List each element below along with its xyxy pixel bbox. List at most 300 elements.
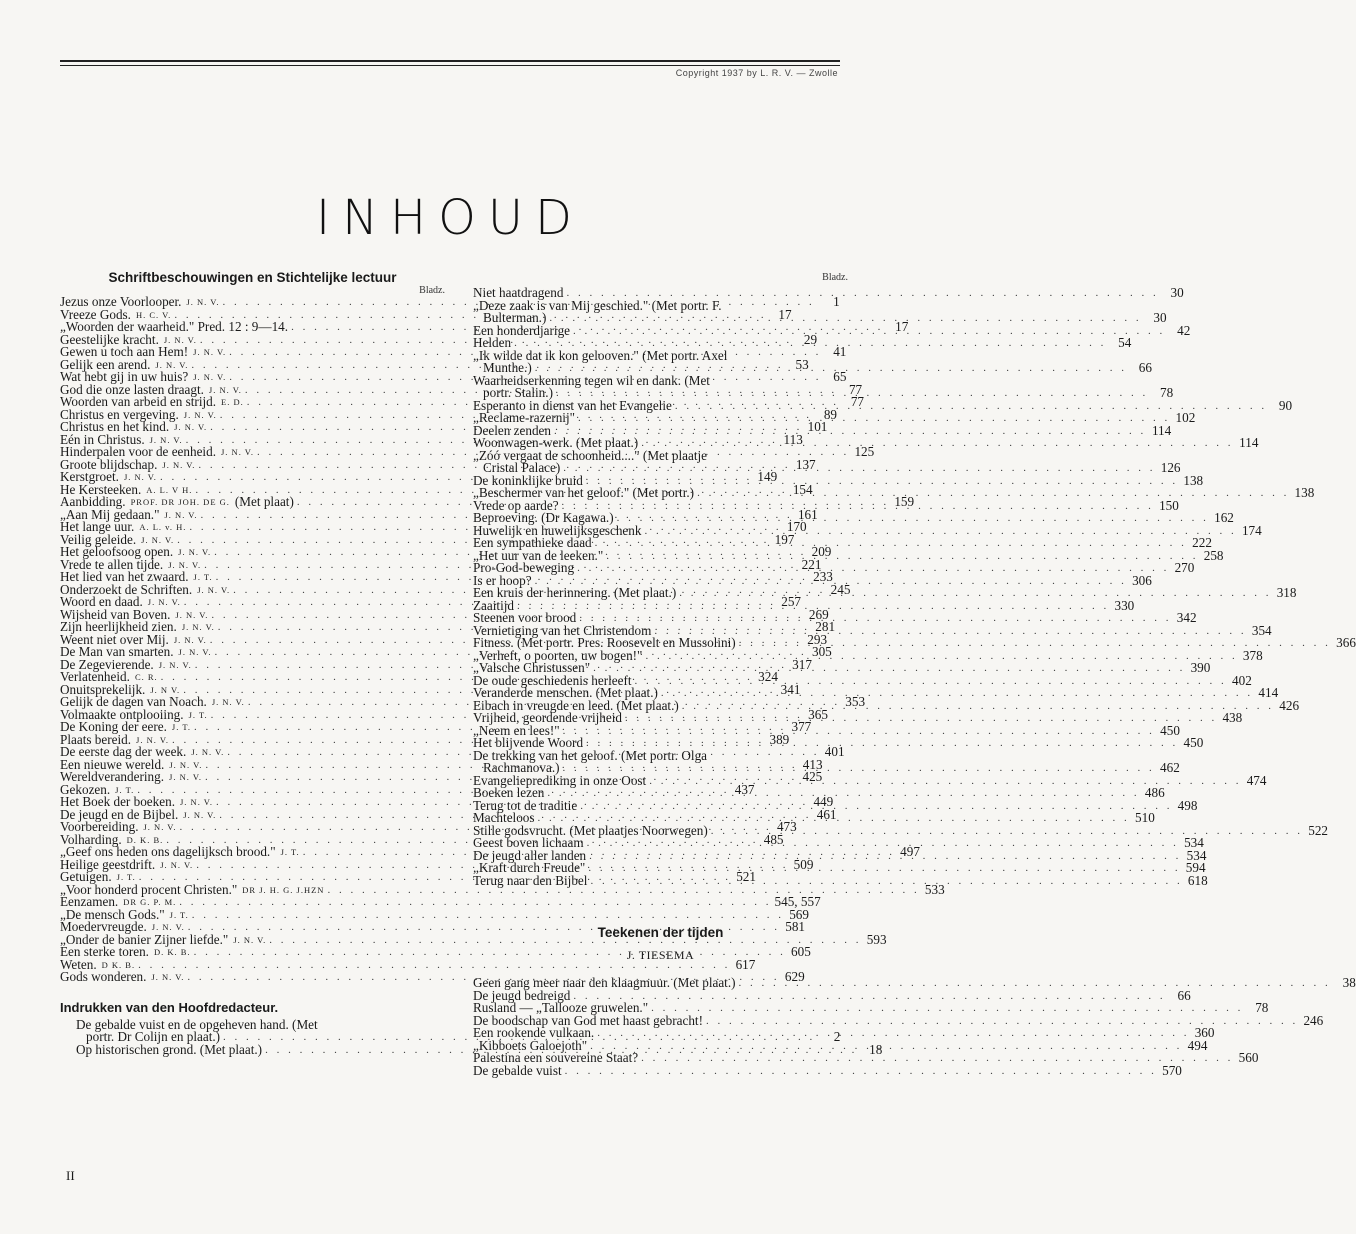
entry-title: Wijsheid van Boven.	[60, 606, 171, 622]
entry-title-continued: Munthe.)	[483, 360, 532, 375]
dot-leader	[651, 1002, 1243, 1015]
page-ref: 473	[776, 819, 797, 834]
page-ref: 126	[1160, 460, 1181, 475]
dot-leader	[697, 487, 1289, 500]
entry-title: Geen gang meer naar den klaagmuur. (Met plaat.)	[473, 975, 736, 990]
page-ref: 77	[850, 394, 865, 409]
dot-leader	[593, 662, 1185, 675]
entry-author: A. L. v. H.	[139, 522, 187, 532]
entry-author: J. N. V.	[143, 822, 177, 832]
entry-title: Op historischen grond. (Met plaat.)	[76, 1041, 263, 1057]
entry-title: Volmaakte ontplooiing.	[60, 706, 184, 722]
entry-author: J. N. V.	[221, 447, 254, 457]
page-ref: 269	[808, 606, 829, 622]
entry-title: Christus en het kind.	[60, 419, 170, 434]
dot-leader	[606, 550, 1198, 563]
page-ref: 66	[1138, 360, 1152, 375]
entry-author: J. N V.	[150, 684, 181, 695]
entry-author: J. N. V.	[164, 509, 198, 520]
entry-title: Wereldverandering.	[60, 769, 165, 784]
entry-title: „De mensch Gods."	[60, 906, 165, 922]
dot-leader	[565, 1065, 1157, 1078]
page-ref: 533	[924, 881, 945, 897]
entry-title: Een honderdjarige	[473, 322, 571, 338]
entry-title: Eenzamen.	[60, 894, 119, 909]
page-ref: 545, 557	[774, 894, 821, 909]
page-ref: 270	[1174, 560, 1195, 575]
entry-author: A. L. V H.	[146, 484, 193, 495]
entry-title: Helden	[473, 335, 512, 350]
entry-author: J. N. V.	[175, 609, 209, 620]
page-ref: 401	[824, 744, 845, 759]
toc-entry	[473, 1062, 1182, 1078]
entry-author: J. T.	[193, 572, 213, 582]
page-ref: 306	[1132, 572, 1152, 588]
page-ref: 426	[1279, 697, 1300, 713]
page-ref: 450	[1160, 722, 1180, 738]
page-ref: 149	[757, 469, 778, 484]
dot-leader	[578, 412, 1170, 425]
entry-author: DR J. H. G. J.HZN	[242, 884, 325, 895]
page-ref: 438	[1222, 710, 1243, 725]
entry-title: Een nieuwe wereld.	[60, 756, 165, 772]
dot-leader	[547, 787, 1139, 800]
entry-title: Jezus onze Voorlooper.	[60, 294, 182, 309]
entry-title: De jeugd en de Bijbel.	[60, 806, 179, 822]
entry-author: J. N. V.	[233, 934, 267, 945]
entry-author: J. T.	[169, 909, 189, 920]
entry-title: Steenen voor brood	[473, 610, 577, 625]
page-ref: 341	[780, 681, 801, 697]
entry-title: Boeken lezen	[473, 785, 545, 800]
entry-author: J. N. V.	[208, 384, 242, 395]
page-ref: 38	[1342, 975, 1356, 990]
page-ref: 233	[813, 569, 833, 584]
entry-author: J. N. V.	[151, 922, 185, 932]
entry-author: J. N. V.	[123, 472, 157, 482]
entry-title: Zaaitijd	[473, 597, 515, 613]
page-ref: 413	[802, 756, 823, 772]
page-ref: 474	[1246, 772, 1267, 788]
entry-title: De gebalde vuist	[473, 1062, 562, 1078]
page-ref: 570	[1162, 1062, 1182, 1078]
entry-title: Beproeving. (Dr Kagawa.)	[473, 510, 614, 525]
entry-title: Onderzoekt de Schriften.	[60, 581, 193, 597]
page-ref: 365	[808, 706, 828, 722]
entry-title: Palestina een souvereine Staat?	[473, 1050, 639, 1065]
page-ref: 281	[815, 619, 836, 634]
entry-title: Gelijk de dagen van Noach.	[60, 694, 207, 709]
dot-leader	[573, 325, 1165, 338]
page-ref: 618	[1187, 872, 1208, 888]
entry-author: J. T.	[115, 784, 135, 795]
entry-title: Vrijheid, geordende vrijheid	[473, 710, 622, 725]
entry-title: Weten.	[60, 956, 97, 972]
entry-title: Veilig geleide.	[60, 531, 137, 547]
dot-leader	[573, 990, 1165, 1003]
page-ref: 414	[1258, 685, 1279, 700]
entry-title: Machteloos	[473, 810, 535, 825]
page-ref: 534	[1186, 847, 1207, 863]
entry-title: „Woorden der waarheid." Pred. 12 : 9—14.	[60, 319, 289, 334]
page-ref: 159	[894, 494, 915, 509]
entry-title: Gods wonderen.	[60, 969, 147, 984]
page-ref: 221	[801, 556, 822, 572]
page-ref: 485	[763, 831, 784, 847]
entry-author: D. K. B.	[126, 834, 164, 845]
entry-title: Moedervreugde.	[60, 919, 147, 934]
entry-author: DR G. P. M.	[123, 897, 177, 907]
entry-title: Het Boek der boeken.	[60, 794, 175, 809]
entry-author: J. N. V.	[197, 584, 231, 595]
page-ref: 354	[1251, 622, 1272, 638]
entry-title: Stille godsvrucht. (Met plaatjes Noorwegen)	[473, 822, 708, 838]
entry-author: E. D.	[221, 397, 244, 407]
entry-title: Pro-God-beweging	[473, 560, 575, 575]
page-ref: 1	[833, 294, 840, 309]
entry-title: Gelijk een arend.	[60, 356, 151, 372]
page-ref: 510	[1135, 810, 1155, 825]
page-ref: 246	[1303, 1012, 1324, 1028]
entry-title: De Man van smarten.	[60, 644, 174, 659]
page-ref: 330	[1114, 597, 1135, 613]
entry-author: H. C. V.	[135, 309, 172, 320]
entry-author: J. N. V.	[136, 734, 170, 745]
entry-title: Gewen u toch aan Hem!	[60, 344, 189, 359]
page-ref: 437	[734, 781, 755, 797]
entry-title: De oude geschiedenis herleeft	[473, 672, 632, 688]
page-ref: 150	[1159, 497, 1179, 513]
entry-title: De eerste dag der week.	[60, 744, 187, 759]
top-rule	[60, 60, 840, 62]
entry-title: De trekking van het geloof. (Met portr. Olga	[473, 747, 708, 763]
page-ref: 594	[1185, 860, 1206, 875]
dot-leader	[549, 312, 1141, 325]
page-ref: 462	[1160, 760, 1180, 775]
entry-title-continued: Bulterman.)	[483, 310, 547, 325]
entry-title: Christus en vergeving.	[60, 406, 179, 422]
page-ref: 390	[1190, 660, 1211, 675]
entry-title: De gebalde vuist en de opgeheven hand. (Met	[76, 1016, 318, 1032]
dot-leader	[645, 650, 1237, 663]
entry-title: Vrede op aarde?	[473, 497, 559, 513]
entry-title: Verlatenheid.	[60, 669, 130, 684]
entry-title: Voorbereiding.	[60, 819, 139, 834]
dot-leader	[554, 425, 1146, 438]
page-ref: 245	[830, 581, 851, 597]
entry-title: De jeugd bedreigd	[473, 987, 571, 1003]
dot-leader	[641, 1052, 1233, 1065]
page-ref: 18	[869, 1041, 883, 1057]
entry-title: Weent niet over Mij.	[60, 631, 169, 647]
dot-leader	[641, 437, 1233, 450]
entry-title: Terug naar den Bijbel	[473, 872, 588, 888]
page-ref: 389	[769, 731, 790, 747]
page-ref: 30	[1170, 285, 1184, 300]
entry-author: J. N. V.	[180, 797, 213, 807]
entry-title: Het lied van het zwaard.	[60, 569, 189, 584]
entry-title: De Zegevierende.	[60, 656, 154, 672]
page-ref: 617	[735, 956, 756, 972]
entry-title: Is er hoop?	[473, 572, 532, 588]
page-ref: 593	[866, 931, 887, 947]
dot-leader	[625, 712, 1217, 725]
page-ref: 569	[789, 906, 809, 922]
dot-leader	[563, 725, 1155, 738]
entry-author: J. N. V.	[169, 759, 203, 770]
entry-title: „Kraft durch Freude"	[473, 860, 586, 875]
entry-title: Gekozen.	[60, 781, 111, 797]
page-ref: 137	[795, 456, 816, 472]
copyright-notice: Copyright 1937 by L. R. V. — Zwolle	[675, 68, 838, 78]
entry-title: Fitness. (Met portr. Pres. Roosevelt en Mussolini)	[473, 635, 736, 650]
entry-author: J. N. V.	[149, 434, 183, 445]
entry-title: Vrede te allen tijde.	[60, 556, 164, 572]
toc-entry	[473, 872, 1208, 888]
entry-title: Heilige geestdrift.	[60, 856, 156, 872]
section-author: J. TIESEMA	[626, 948, 695, 962]
page-ref: 378	[1242, 647, 1263, 663]
entry-title: Het geloofsoog open.	[60, 544, 174, 559]
page-ref: 113	[783, 431, 803, 447]
entry-author: J. N. V.	[173, 634, 207, 645]
section-heading-indrukken: Indrukken van den Hoofdredacteur.	[60, 999, 279, 1015]
entry-title: Kerstgroet.	[60, 469, 119, 484]
page-ref: 425	[802, 769, 823, 784]
page-ref: 161	[797, 506, 818, 522]
page-ref: 293	[807, 631, 828, 647]
dot-leader	[711, 825, 1303, 838]
dot-leader	[644, 525, 1236, 538]
page-ref: 581	[785, 919, 805, 934]
entry-author: J. N. V.	[183, 409, 217, 420]
page-ref: 17	[778, 306, 792, 322]
bladz-label: Bladz.	[419, 285, 445, 296]
page-ref: 366	[1336, 635, 1356, 650]
entry-title: He Kersteeken.	[60, 481, 142, 497]
page-ref: 125	[854, 444, 875, 459]
dot-leader	[577, 562, 1169, 575]
page-ref: 486	[1144, 785, 1165, 800]
entry-title: Veranderde menschen. (Met plaat.)	[473, 685, 658, 700]
page-ref: 114	[1151, 422, 1172, 438]
page-ref: 342	[1176, 610, 1197, 625]
page-ref: 498	[1177, 797, 1198, 813]
page-ref: 497	[900, 844, 920, 859]
dot-leader	[595, 537, 1187, 550]
entry-author: J. N. V.	[155, 359, 189, 370]
page-ref: 258	[1203, 547, 1224, 563]
entry-title: Rusland — „Tallooze gruwelen."	[473, 1000, 649, 1015]
page-ref: 29	[803, 331, 818, 347]
entry-title: „Voor honderd procent Christen."	[60, 881, 238, 897]
dot-leader	[661, 687, 1253, 700]
entry-author: J. N. V.	[174, 422, 208, 432]
dot-leader	[563, 462, 1155, 475]
page-ref: 53	[795, 356, 809, 372]
page-ref: 522	[1308, 822, 1329, 838]
entry-author: J. N. V.	[178, 647, 212, 657]
page-ref: 461	[816, 806, 837, 822]
entry-title: Eén in Christus.	[60, 431, 145, 447]
entry-author: J. T.	[171, 722, 192, 732]
entry-title: Een sterke toren.	[60, 944, 149, 959]
entry-title: „Ik wilde dat ik kon gelooven." (Met portr. Axel	[473, 347, 728, 363]
page-ref: 30	[1153, 310, 1167, 325]
section-heading-teekenen: Teekenen der tijden	[597, 925, 724, 940]
page-ref: 138	[1294, 485, 1315, 500]
entry-title: God die onze lasten draagt.	[60, 381, 204, 397]
entry-title: De boodschap van God met haast gebracht!	[473, 1012, 703, 1028]
page-ref: 41	[833, 344, 847, 359]
top-rule-thin	[60, 65, 840, 66]
toc-entry	[473, 585, 1297, 600]
dot-leader	[739, 977, 1331, 990]
dot-leader	[590, 1040, 1182, 1053]
entry-title: Vernietiging van het Christendom	[473, 622, 652, 638]
entry-author: J. N. V.	[160, 859, 194, 870]
page-ref: 317	[792, 656, 812, 672]
entry-title: Woonwagen-werk. (Met plaat.)	[473, 435, 639, 450]
entry-title: Plaats bereid.	[60, 731, 132, 747]
page-ref: 78	[1160, 385, 1174, 400]
dot-leader	[635, 675, 1227, 688]
page-ref: 66	[1177, 987, 1191, 1003]
dot-leader	[587, 837, 1179, 850]
entry-title-continued: portr. Stalin.)	[483, 385, 553, 400]
page-ref: 560	[1238, 1050, 1259, 1065]
entry-title-continued: Cristal Palace)	[483, 460, 561, 475]
entry-author: J. N. V.	[141, 534, 175, 545]
entry-author: D. K. B.	[153, 947, 191, 957]
page-ref: 494	[1187, 1037, 1208, 1053]
entry-author: J. N. V.	[183, 809, 217, 820]
entry-title: „Onder de banier Zijner liefde."	[60, 931, 229, 947]
entry-title: Volharding.	[60, 831, 122, 847]
page-ref: 65	[833, 369, 847, 384]
entry-title: Het lange uur.	[60, 519, 135, 534]
page-ref: 197	[774, 531, 795, 547]
entry-title: Eibach in vreugde en leed. (Met plaat.)	[473, 697, 679, 713]
entry-title: „Zóó vergaat de schoonheid...." (Met plaatje	[473, 447, 708, 463]
dot-leader	[654, 625, 1246, 638]
entry-author: J. T.	[280, 847, 300, 857]
entry-title: Waarheidserkenning tegen wil en dank. (Met	[473, 372, 710, 388]
entry-author: J. N. V.	[193, 372, 227, 382]
entry-title: Niet haatdragend	[473, 285, 564, 300]
entry-title: Geestelijke kracht.	[60, 331, 159, 347]
dot-leader	[682, 700, 1274, 713]
page-ref: 77	[848, 381, 863, 397]
entry-title: Huwelijk en huwelijksgeschenk	[473, 522, 642, 538]
page-ref: 101	[807, 419, 828, 434]
page-ref: 509	[793, 856, 814, 872]
entry-title: „Geef ons heden ons dagelijksch brood."	[60, 844, 276, 859]
dot-leader	[579, 612, 1171, 625]
page-ref: 89	[823, 406, 838, 422]
page-ref: 450	[1183, 735, 1204, 750]
entry-author: J. N. V.	[163, 334, 197, 345]
entry-author: J. T.	[116, 872, 136, 882]
entry-title: Woord en daad.	[60, 594, 143, 609]
page-ref: 257	[781, 594, 802, 609]
entry-author: J. N. V.	[169, 772, 202, 782]
entry-author: D K. B.	[101, 959, 136, 970]
entry-title: Groote blijdschap.	[60, 456, 158, 472]
entry-title: „Deze zaak is van Mij geschied." (Met portr. F.	[473, 297, 722, 313]
page-title: INHOUD	[315, 190, 585, 246]
entry-title: Terug tot de traditie	[473, 797, 578, 813]
entry-author: PROF. DR JOH. DE G.	[130, 497, 230, 507]
entry-author: J. N. V.	[158, 659, 192, 670]
dot-leader	[562, 500, 1154, 513]
dot-leader	[588, 862, 1180, 875]
entry-title: „Het uur van de leeken."	[473, 547, 604, 563]
entry-title: Getuigen.	[60, 869, 112, 884]
page-ref: 138	[1183, 472, 1204, 488]
entry-author: J. T.	[188, 709, 208, 720]
page-ref: 360	[1194, 1025, 1215, 1040]
entry-author: J. N. V.	[191, 747, 225, 757]
entry-title: Evangelieprediking in onze Oost	[473, 772, 647, 788]
entry-title: De koninklijke bruid	[473, 472, 583, 488]
page-ref: 42	[1177, 322, 1191, 338]
dot-leader	[517, 600, 1109, 613]
page-ref: 209	[811, 544, 832, 559]
entry-title: De jeugd aller landen	[473, 847, 587, 863]
dot-leader	[589, 850, 1181, 863]
entry-title: „Neem en lees!"	[473, 722, 560, 738]
entry-author: J. N. V.	[211, 697, 245, 707]
entry-title: De Koning der eere.	[60, 719, 167, 734]
entry-title-continued: Rachmanova.)	[483, 760, 560, 775]
page-ref: 114	[1239, 435, 1259, 450]
entry-author: J. N. V.	[186, 297, 220, 307]
page-ref: 102	[1175, 410, 1196, 425]
page-ref: 154	[792, 481, 813, 497]
entry-title: Geest boven lichaam	[473, 835, 584, 850]
page-ref: 54	[1118, 335, 1132, 350]
entry-title-suffix: (Met plaat)	[234, 494, 294, 509]
section-heading-schriftbeschouwingen: Schriftbeschouwingen en Stichtelijke lectuur	[108, 270, 397, 285]
entry-title: Een sympathieke daad	[473, 535, 592, 550]
entry-title: Aanbidding.	[60, 494, 126, 509]
page-number: II	[66, 1168, 75, 1183]
entry-title: „Verheft, o poorten, uw bogen!"	[473, 647, 643, 663]
entry-author: J. N. V.	[178, 547, 212, 557]
entry-title: Hinderpalen voor de eenheid.	[60, 444, 216, 459]
page-ref: 78	[1255, 1000, 1269, 1015]
page-ref: 305	[811, 644, 832, 659]
entry-title: „Valsche Christussen"	[473, 660, 591, 675]
entry-author: J. N. V.	[151, 972, 185, 982]
page-ref: 534	[1184, 835, 1204, 850]
entry-author: C. R.	[134, 672, 158, 682]
entry-title-continued: portr. Dr Colijn en plaat.)	[86, 1029, 221, 1044]
page-ref: 521	[736, 869, 756, 884]
page-ref: 318	[1276, 585, 1297, 600]
dot-leader	[590, 875, 1182, 888]
page-ref: 353	[845, 694, 866, 709]
entry-title: „Kibboets Galoejoth"	[473, 1037, 588, 1053]
entry-author: J. N. V.	[162, 459, 196, 470]
entry-title: Esperanto in dienst van het Evangelie	[473, 397, 672, 413]
entry-author: J. N. V.	[193, 347, 227, 357]
entry-title: Een rookende vulkaan.	[473, 1025, 595, 1040]
entry-title: „Aan Mij gedaan."	[60, 506, 160, 522]
dot-leader	[563, 762, 1155, 775]
entry-title: Deelen zenden	[473, 422, 551, 438]
